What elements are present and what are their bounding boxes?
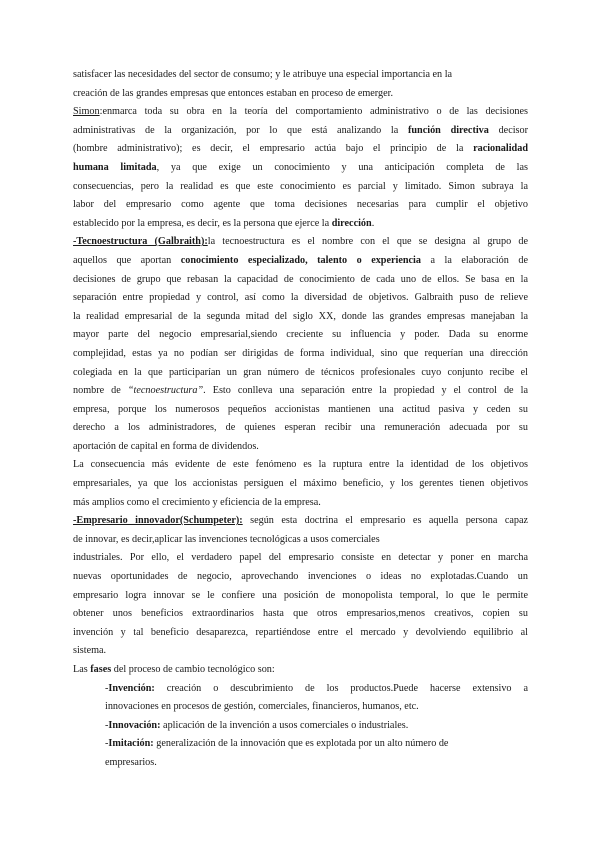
text-line [73, 122, 528, 141]
text-line [73, 680, 528, 699]
text-line [73, 215, 528, 234]
text-line [73, 568, 528, 587]
text-run: industriales. Por ello, el verdadero papel del empresario consiste en detectar y poner en marcha [73, 552, 528, 564]
italic-term: “tecnoestructura” [127, 385, 204, 397]
text-line [73, 326, 528, 345]
text-line [73, 605, 528, 624]
text-run: consecuencias, pero la realidad es que este conocimiento es parcial y limitado. Simon subraya la [73, 180, 528, 192]
text-run: administrativas de la organización, por lo que está analizando la [73, 124, 408, 136]
text-run: empresarios. [105, 756, 157, 768]
bold-term: dirección [331, 217, 372, 229]
bold-term: Invención: [108, 682, 155, 694]
bold-term: fases [90, 664, 112, 675]
text-line [73, 642, 528, 661]
text-line [73, 345, 528, 364]
text-run: invención y tal beneficio desaparezca, repartiéndose entre el mercado y devolviendo equilibrio al [73, 626, 528, 638]
text-line [73, 624, 528, 643]
text-line [73, 494, 528, 513]
text-run: :enmarca toda su obra en la teoría del comportamiento administrativo o de las decisiones [99, 106, 528, 118]
text-run: colegiada en la que participarían un gran número de técnicos profesionales cuyo conjunto recibe el [73, 366, 528, 378]
text-run: empresario logra innovar se le confiere una posición de monopolista temporal, lo que le permite [73, 589, 528, 601]
text-line [73, 735, 528, 754]
text-run: la realidad empresarial de la segunda mitad del siglo XX, donde las grandes empresas manejaban la [73, 310, 528, 322]
text-line [73, 85, 528, 104]
text-line [73, 419, 528, 438]
bold-term: Imitación: [108, 738, 154, 750]
text-run: - [105, 738, 109, 750]
text-line [73, 252, 528, 271]
text-line [73, 587, 528, 606]
text-run: Las [73, 664, 91, 675]
text-run: a la elaboración de [420, 254, 528, 266]
text-run: , ya que exige un conocimiento y una anticipación completa de las [156, 161, 528, 173]
text-run: establecido por la empresa, es decir, es la persona que ejerce la [73, 217, 332, 229]
text-run: decisiones de grupo que rebasan la capacidad de conocimiento de cada uno de ellos. Se basa en la [73, 273, 528, 285]
text-line [73, 66, 528, 85]
text-run: labor del empresario como agente que toma decisiones necesarias para cumplir el objetivo [73, 199, 528, 211]
document-body [73, 66, 528, 773]
text-line [73, 475, 528, 494]
text-run: separación entre propiedad y control, así como la diversidad de objetivos. Galbraith puso de relieve [73, 292, 528, 304]
text-line [73, 531, 528, 550]
text-run: según esta doctrina el empresario es aquella persona capaz [242, 515, 528, 527]
text-line [73, 382, 528, 401]
text-run: aplicación de la invención a usos comerciales o industriales. [160, 719, 409, 731]
text-run: . Esto conlleva una separación entre la propiedad y el control de la [203, 385, 528, 397]
text-run: mayor parte del negocio empresarial,siendo creciente su influencia y poder. Dada su enorme [73, 329, 528, 341]
text-run: nuevas oportunidades de negocio, aprovechando invenciones o ideas no explotadas.Cuando un [73, 571, 528, 583]
text-run: nombre de [73, 385, 128, 397]
text-run: sistema. [73, 645, 107, 657]
text-run: decisor [488, 124, 528, 136]
text-run: empresariales, ya que los accionistas persiguen el máximo beneficio, y los gerentes tienen objetivos [73, 478, 528, 490]
text-line [73, 178, 528, 197]
text-line [73, 289, 528, 308]
text-run: empresa, porque los numerosos pequeños accionistas mantienen una actitud pasiva y ceden su [73, 403, 528, 415]
text-line [73, 438, 528, 457]
text-run: generalización de la innovación que es explotada por un alto número de [153, 738, 449, 750]
text-line [73, 698, 528, 717]
text-line [73, 401, 528, 420]
text-line [73, 512, 528, 531]
text-line [73, 196, 528, 215]
bold-term: -Tecnoestructura (Galbraith): [73, 236, 208, 248]
text-line [73, 103, 528, 122]
text-line [73, 308, 528, 327]
document-page [73, 66, 528, 773]
text-line [73, 140, 528, 159]
bold-term: racionalidad [473, 143, 528, 155]
text-line [73, 364, 528, 383]
text-run: del proceso de cambio tecnológico son: [111, 664, 275, 675]
text-line [73, 754, 528, 773]
text-run: aportación de capital en forma de dividendos. [73, 440, 259, 452]
text-run: más amplios como el crecimiento y eficiencia de la empresa. [73, 496, 321, 508]
text-run: - [105, 682, 109, 694]
text-line [73, 717, 528, 736]
text-run: . [371, 217, 375, 229]
text-run: obtener unos beneficios extraordinarios hasta que otros empresarios,menos creativos, copien su [73, 608, 528, 620]
text-run: La consecuencia más evidente de este fenómeno es la ruptura entre la identidad de los objetivos [73, 459, 528, 471]
text-line [73, 661, 528, 680]
text-run: (hombre administrativo); es decir, el empresario actúa bajo el principio de la [73, 143, 474, 155]
bold-term: humana limitada [73, 161, 157, 173]
text-run: aquellos que aportan [73, 254, 181, 266]
text-line [73, 159, 528, 178]
text-run: de innovar, es decir,aplicar las invenciones tecnológicas a usos comerciales [73, 533, 380, 545]
text-line [73, 549, 528, 568]
text-line [73, 233, 528, 252]
text-run: creación o descubrimiento de los productos.Puede hacerse extensivo a [154, 682, 528, 694]
text-run: Simon [73, 106, 100, 118]
text-run: - [105, 719, 109, 731]
bold-term: función directiva [408, 124, 489, 136]
bold-term: conocimiento especializado, talento o experiencia [180, 254, 421, 266]
bold-term: Innovación: [108, 719, 161, 731]
text-run: innovaciones en procesos de gestión, comerciales, financieros, humanos, etc. [105, 701, 419, 713]
text-run: derecho a los administradores, de quienes esperan recibir una remuneración adecuada por su [73, 422, 528, 434]
text-run: creación de las grandes empresas que entonces estaban en proceso de emerger. [73, 87, 394, 99]
text-run: la tecnoestructura es el nombre con el que se designa al grupo de [207, 236, 528, 248]
text-run: satisfacer las necesidades del sector de consumo; y le atribuye una especial importancia en la [73, 69, 453, 80]
text-run: complejidad, estas ya no podían ser dirigidas de forma individual, sino que requerían una dirección [73, 347, 528, 359]
text-line [73, 456, 528, 475]
bold-term: -Empresario innovador(Schumpeter): [73, 515, 243, 527]
text-line [73, 271, 528, 290]
